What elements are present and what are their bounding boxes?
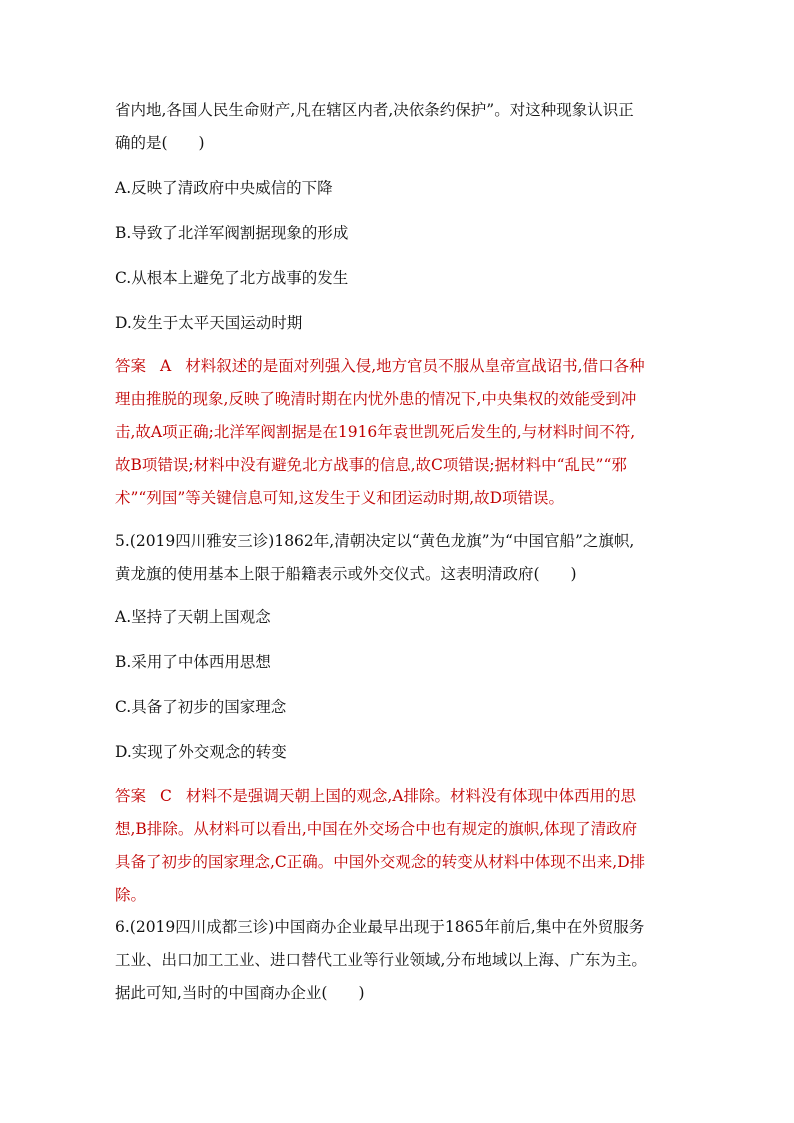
q4-option-c: C.从根本上避免了北方战事的发生 <box>115 269 349 287</box>
q4-option-d: D.发生于太平天国运动时期 <box>115 314 303 332</box>
q6-stem-line-1: 6.(2019四川成都三诊)中国商办企业最早出现于1865年前后,集中在外贸服务 <box>115 918 645 936</box>
q5-answer-line-1 <box>115 786 636 806</box>
q5-answer-line-2: 想,B排除。从材料可以看出,中国在外交场合中也有规定的旗帜,体现了清政府 <box>115 820 638 838</box>
q5-answer-line-4: 除。 <box>115 886 147 904</box>
q4-option-a: A.反映了清政府中央威信的下降 <box>115 179 333 197</box>
q5-option-b: B.采用了中体西用思想 <box>115 653 271 671</box>
q5-stem-line-1: 5.(2019四川雅安三诊)1862年,清朝决定以“黄色龙旗”为“中国官船”之旗帜, <box>115 532 635 550</box>
q5-option-c: C.具备了初步的国家理念 <box>115 698 287 716</box>
q4-answer-label: 答案 <box>115 357 147 375</box>
q5-answer-line-3: 具备了初步的国家理念,C正确。中国外交观念的转变从材料中体现不出来,D排 <box>115 853 646 871</box>
q5-answer-label: 答案 <box>115 787 147 805</box>
q4-answer-line-1 <box>115 356 645 376</box>
q4-answer-line-3: 击,故A项正确;北洋军阀割据是在1916年袁世凯死后发生的,与材料时间不符, <box>115 423 636 441</box>
q6-stem-line-2: 工业、出口加工工业、进口替代工业等行业领域,分布地域以上海、广东为主。 <box>115 951 647 969</box>
q5-option-a: A.坚持了天朝上国观念 <box>115 608 271 626</box>
q4-stem-line-2: 确的是( ) <box>115 134 205 152</box>
q4-answer-line-2: 理由推脱的现象,反映了晚清时期在内忧外患的情况下,中央集权的效能受到冲 <box>115 390 637 408</box>
q4-answer-line-4: 故B项错误;材料中没有避免北方战事的信息,故C项错误;据材料中“乱民”“邪 <box>115 456 627 474</box>
q4-answer-text-1: 材料叙述的是面对列强入侵,地方官员不服从皇帝宣战诏书,借口各种 <box>185 357 645 375</box>
q6-stem-line-3: 据此可知,当时的中国商办企业( ) <box>115 984 365 1002</box>
q4-answer-choice: A <box>160 357 172 375</box>
q4-stem-line-1: 省内地,各国人民生命财产,凡在辖区内者,决依条约保护”。对这种现象认识正 <box>115 101 634 119</box>
q4-option-b: B.导致了北洋军阀割据现象的形成 <box>115 224 349 242</box>
q5-option-d: D.实现了外交观念的转变 <box>115 743 287 761</box>
q5-answer-text-1: 材料不是强调天朝上国的观念,A排除。材料没有体现中体西用的思 <box>185 787 637 805</box>
q4-answer-line-5: 术”“列国”等关键信息可知,这发生于义和团运动时期,故D项错误。 <box>115 489 565 507</box>
q5-answer-choice: C <box>160 787 172 805</box>
q5-stem-line-2: 黄龙旗的使用基本上限于船籍表示或外交仪式。这表明清政府( ) <box>115 565 577 583</box>
